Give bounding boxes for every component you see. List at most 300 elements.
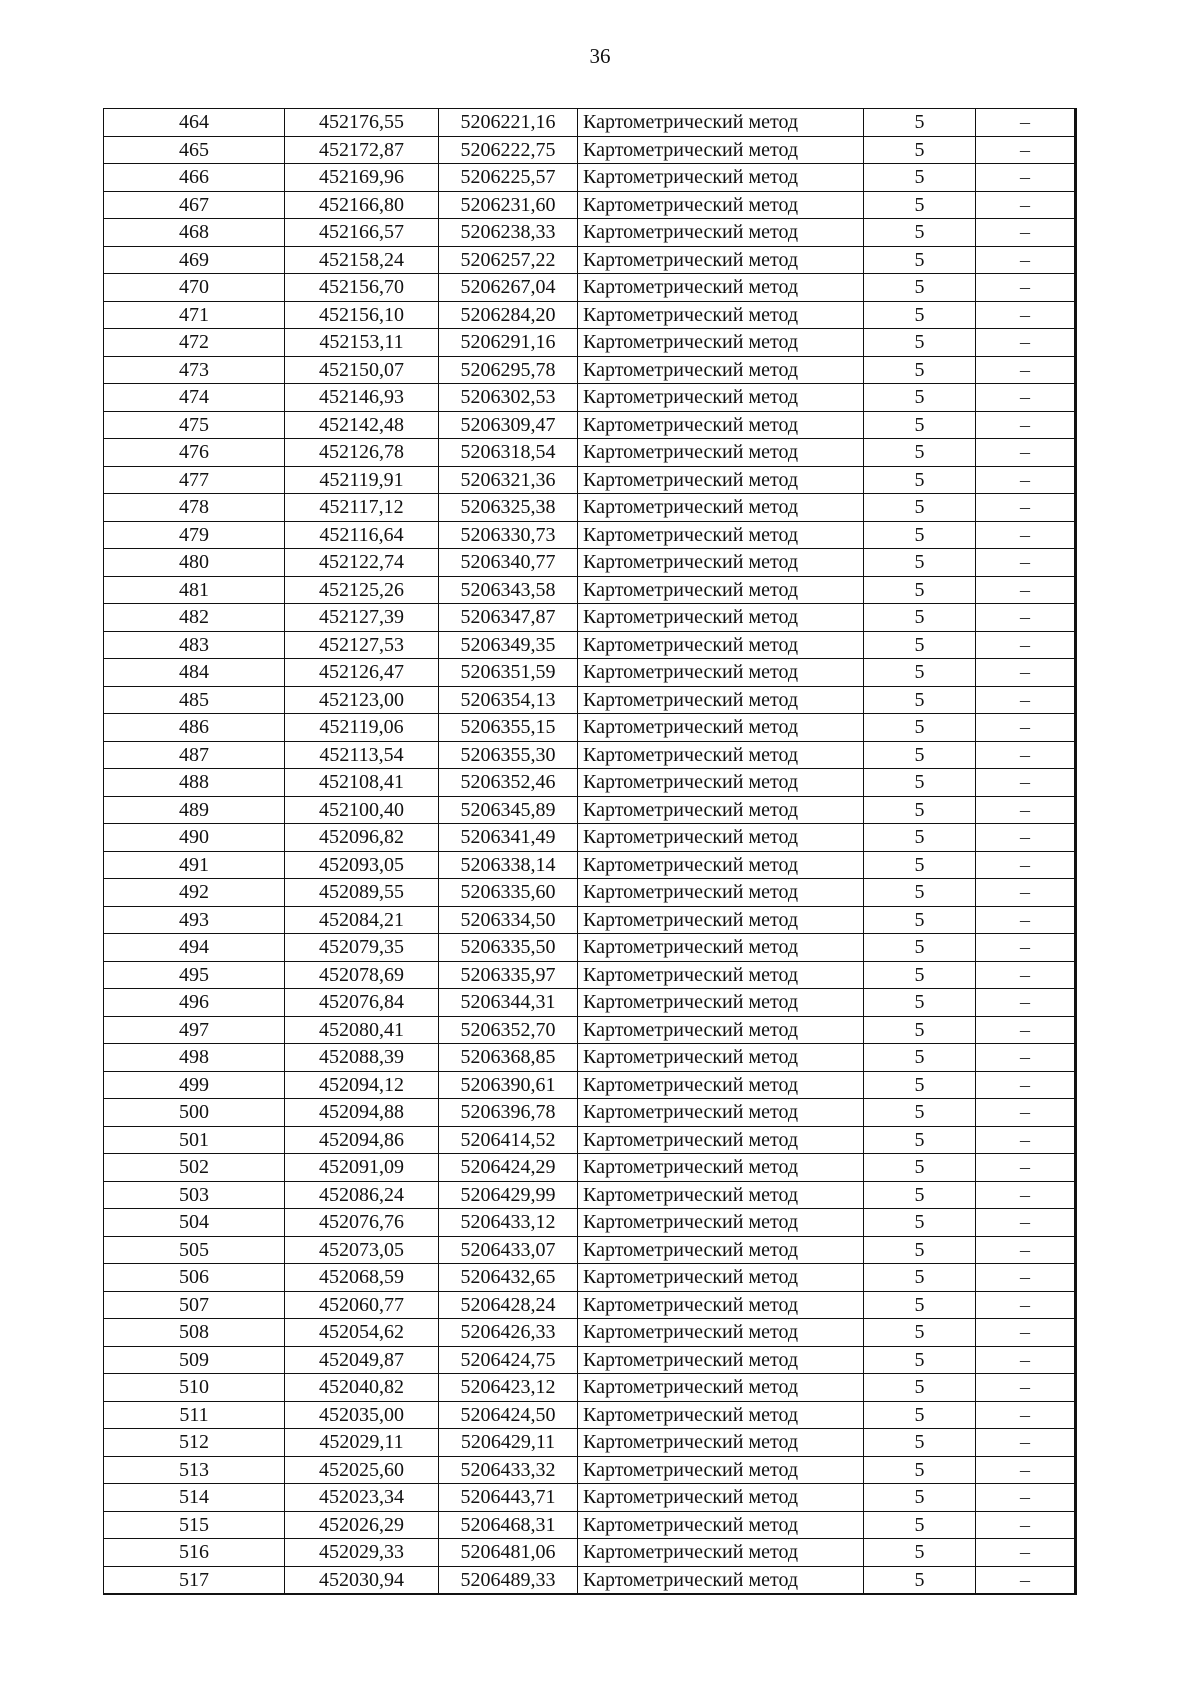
note-cell: – [976, 1566, 1076, 1594]
point-number-cell: 496 [104, 989, 285, 1017]
note-cell: – [976, 1181, 1076, 1209]
y-coordinate-cell: 5206433,07 [439, 1236, 578, 1264]
x-coordinate-cell: 452166,80 [285, 191, 439, 219]
accuracy-cell: 5 [864, 576, 976, 604]
point-number-cell: 481 [104, 576, 285, 604]
accuracy-cell: 5 [864, 1264, 976, 1292]
x-coordinate-cell: 452060,77 [285, 1291, 439, 1319]
table-row [104, 769, 1076, 797]
x-coordinate-cell: 452096,82 [285, 824, 439, 852]
method-cell: Картометрический метод [578, 1071, 864, 1099]
page-number: 36 [589, 44, 611, 68]
note-cell: – [976, 1429, 1076, 1457]
method-cell: Картометрический метод [578, 906, 864, 934]
table-row [104, 1154, 1076, 1182]
x-coordinate-cell: 452035,00 [285, 1401, 439, 1429]
note-cell: – [976, 494, 1076, 522]
note-cell: – [976, 796, 1076, 824]
x-coordinate-cell: 452073,05 [285, 1236, 439, 1264]
y-coordinate-cell: 5206295,78 [439, 356, 578, 384]
note-cell: – [976, 1401, 1076, 1429]
point-number-cell: 507 [104, 1291, 285, 1319]
y-coordinate-cell: 5206489,33 [439, 1566, 578, 1594]
method-cell: Картометрический метод [578, 1264, 864, 1292]
y-coordinate-cell: 5206349,35 [439, 631, 578, 659]
note-cell: – [976, 1099, 1076, 1127]
method-cell: Картометрический метод [578, 246, 864, 274]
point-number-cell: 478 [104, 494, 285, 522]
note-cell: – [976, 356, 1076, 384]
note-cell: – [976, 1539, 1076, 1567]
note-cell: – [976, 439, 1076, 467]
accuracy-cell: 5 [864, 384, 976, 412]
point-number-cell: 495 [104, 961, 285, 989]
method-cell: Картометрический метод [578, 1401, 864, 1429]
y-coordinate-cell: 5206347,87 [439, 604, 578, 632]
point-number-cell: 505 [104, 1236, 285, 1264]
method-cell: Картометрический метод [578, 1429, 864, 1457]
point-number-cell: 509 [104, 1346, 285, 1374]
point-number-cell: 484 [104, 659, 285, 687]
note-cell: – [976, 549, 1076, 577]
y-coordinate-cell: 5206424,29 [439, 1154, 578, 1182]
method-cell: Картометрический метод [578, 274, 864, 302]
point-number-cell: 491 [104, 851, 285, 879]
y-coordinate-cell: 5206238,33 [439, 219, 578, 247]
point-number-cell: 473 [104, 356, 285, 384]
x-coordinate-cell: 452127,53 [285, 631, 439, 659]
x-coordinate-cell: 452079,35 [285, 934, 439, 962]
method-cell: Картометрический метод [578, 659, 864, 687]
note-cell: – [976, 934, 1076, 962]
x-coordinate-cell: 452142,48 [285, 411, 439, 439]
method-cell: Картометрический метод [578, 686, 864, 714]
note-cell: – [976, 301, 1076, 329]
point-number-cell: 469 [104, 246, 285, 274]
y-coordinate-cell: 5206231,60 [439, 191, 578, 219]
y-coordinate-cell: 5206341,49 [439, 824, 578, 852]
method-cell: Картометрический метод [578, 384, 864, 412]
point-number-cell: 470 [104, 274, 285, 302]
accuracy-cell: 5 [864, 1401, 976, 1429]
x-coordinate-cell: 452156,10 [285, 301, 439, 329]
point-number-cell: 515 [104, 1511, 285, 1539]
accuracy-cell: 5 [864, 796, 976, 824]
point-number-cell: 508 [104, 1319, 285, 1347]
x-coordinate-cell: 452029,11 [285, 1429, 439, 1457]
table-row [104, 604, 1076, 632]
method-cell: Картометрический метод [578, 521, 864, 549]
point-number-cell: 511 [104, 1401, 285, 1429]
x-coordinate-cell: 452176,55 [285, 109, 439, 137]
point-number-cell: 485 [104, 686, 285, 714]
point-number-cell: 474 [104, 384, 285, 412]
table-row [104, 1511, 1076, 1539]
y-coordinate-cell: 5206345,89 [439, 796, 578, 824]
coordinates-table [103, 108, 1077, 1595]
method-cell: Картометрический метод [578, 439, 864, 467]
note-cell: – [976, 851, 1076, 879]
accuracy-cell: 5 [864, 686, 976, 714]
accuracy-cell: 5 [864, 1566, 976, 1594]
note-cell: – [976, 989, 1076, 1017]
note-cell: – [976, 1209, 1076, 1237]
x-coordinate-cell: 452122,74 [285, 549, 439, 577]
note-cell: – [976, 1346, 1076, 1374]
note-cell: – [976, 576, 1076, 604]
x-coordinate-cell: 452094,88 [285, 1099, 439, 1127]
method-cell: Картометрический метод [578, 1181, 864, 1209]
note-cell: – [976, 1264, 1076, 1292]
point-number-cell: 479 [104, 521, 285, 549]
note-cell: – [976, 1291, 1076, 1319]
y-coordinate-cell: 5206338,14 [439, 851, 578, 879]
table-row [104, 851, 1076, 879]
note-cell: – [976, 109, 1076, 137]
point-number-cell: 467 [104, 191, 285, 219]
note-cell: – [976, 384, 1076, 412]
point-number-cell: 486 [104, 714, 285, 742]
note-cell: – [976, 1044, 1076, 1072]
table-row [104, 1566, 1076, 1594]
note-cell: – [976, 961, 1076, 989]
note-cell: – [976, 164, 1076, 192]
y-coordinate-cell: 5206344,31 [439, 989, 578, 1017]
method-cell: Картометрический метод [578, 851, 864, 879]
table-row [104, 1126, 1076, 1154]
table-row [104, 659, 1076, 687]
table-row [104, 576, 1076, 604]
point-number-cell: 504 [104, 1209, 285, 1237]
y-coordinate-cell: 5206351,59 [439, 659, 578, 687]
y-coordinate-cell: 5206390,61 [439, 1071, 578, 1099]
note-cell: – [976, 686, 1076, 714]
point-number-cell: 512 [104, 1429, 285, 1457]
accuracy-cell: 5 [864, 1236, 976, 1264]
point-number-cell: 499 [104, 1071, 285, 1099]
note-cell: – [976, 631, 1076, 659]
x-coordinate-cell: 452169,96 [285, 164, 439, 192]
x-coordinate-cell: 452125,26 [285, 576, 439, 604]
point-number-cell: 500 [104, 1099, 285, 1127]
point-number-cell: 466 [104, 164, 285, 192]
method-cell: Картометрический метод [578, 714, 864, 742]
method-cell: Картометрический метод [578, 576, 864, 604]
accuracy-cell: 5 [864, 631, 976, 659]
y-coordinate-cell: 5206426,33 [439, 1319, 578, 1347]
y-coordinate-cell: 5206429,99 [439, 1181, 578, 1209]
accuracy-cell: 5 [864, 1209, 976, 1237]
table-row [104, 1456, 1076, 1484]
note-cell: – [976, 1511, 1076, 1539]
table-row [104, 906, 1076, 934]
method-cell: Картометрический метод [578, 109, 864, 137]
point-number-cell: 483 [104, 631, 285, 659]
x-coordinate-cell: 452100,40 [285, 796, 439, 824]
y-coordinate-cell: 5206433,32 [439, 1456, 578, 1484]
method-cell: Картометрический метод [578, 301, 864, 329]
table-row [104, 1236, 1076, 1264]
accuracy-cell: 5 [864, 961, 976, 989]
table-row [104, 879, 1076, 907]
x-coordinate-cell: 452150,07 [285, 356, 439, 384]
accuracy-cell: 5 [864, 219, 976, 247]
y-coordinate-cell: 5206267,04 [439, 274, 578, 302]
x-coordinate-cell: 452156,70 [285, 274, 439, 302]
x-coordinate-cell: 452088,39 [285, 1044, 439, 1072]
y-coordinate-cell: 5206428,24 [439, 1291, 578, 1319]
accuracy-cell: 5 [864, 439, 976, 467]
method-cell: Картометрический метод [578, 631, 864, 659]
method-cell: Картометрический метод [578, 1044, 864, 1072]
note-cell: – [976, 879, 1076, 907]
table-row [104, 1099, 1076, 1127]
table-row [104, 136, 1076, 164]
table-row [104, 1264, 1076, 1292]
table-row [104, 246, 1076, 274]
note-cell: – [976, 1319, 1076, 1347]
y-coordinate-cell: 5206221,16 [439, 109, 578, 137]
note-cell: – [976, 741, 1076, 769]
note-cell: – [976, 136, 1076, 164]
accuracy-cell: 5 [864, 989, 976, 1017]
accuracy-cell: 5 [864, 164, 976, 192]
x-coordinate-cell: 452146,93 [285, 384, 439, 412]
x-coordinate-cell: 452153,11 [285, 329, 439, 357]
accuracy-cell: 5 [864, 136, 976, 164]
accuracy-cell: 5 [864, 1319, 976, 1347]
method-cell: Картометрический метод [578, 1099, 864, 1127]
accuracy-cell: 5 [864, 1071, 976, 1099]
accuracy-cell: 5 [864, 906, 976, 934]
note-cell: – [976, 1374, 1076, 1402]
table-row [104, 1071, 1076, 1099]
x-coordinate-cell: 452126,47 [285, 659, 439, 687]
accuracy-cell: 5 [864, 714, 976, 742]
method-cell: Картометрический метод [578, 989, 864, 1017]
method-cell: Картометрический метод [578, 329, 864, 357]
accuracy-cell: 5 [864, 356, 976, 384]
table-row [104, 961, 1076, 989]
y-coordinate-cell: 5206284,20 [439, 301, 578, 329]
note-cell: – [976, 1016, 1076, 1044]
table-row [104, 301, 1076, 329]
accuracy-cell: 5 [864, 1154, 976, 1182]
y-coordinate-cell: 5206222,75 [439, 136, 578, 164]
method-cell: Картометрический метод [578, 1566, 864, 1594]
note-cell: – [976, 219, 1076, 247]
y-coordinate-cell: 5206423,12 [439, 1374, 578, 1402]
point-number-cell: 493 [104, 906, 285, 934]
table-row [104, 1539, 1076, 1567]
point-number-cell: 471 [104, 301, 285, 329]
table-row [104, 741, 1076, 769]
table-row [104, 411, 1076, 439]
method-cell: Картометрический метод [578, 1539, 864, 1567]
y-coordinate-cell: 5206257,22 [439, 246, 578, 274]
accuracy-cell: 5 [864, 1539, 976, 1567]
method-cell: Картометрический метод [578, 961, 864, 989]
accuracy-cell: 5 [864, 1346, 976, 1374]
x-coordinate-cell: 452093,05 [285, 851, 439, 879]
x-coordinate-cell: 452080,41 [285, 1016, 439, 1044]
y-coordinate-cell: 5206433,12 [439, 1209, 578, 1237]
accuracy-cell: 5 [864, 741, 976, 769]
method-cell: Картометрический метод [578, 1484, 864, 1512]
x-coordinate-cell: 452172,87 [285, 136, 439, 164]
y-coordinate-cell: 5206352,70 [439, 1016, 578, 1044]
table-row [104, 219, 1076, 247]
table-row [104, 796, 1076, 824]
point-number-cell: 477 [104, 466, 285, 494]
x-coordinate-cell: 452029,33 [285, 1539, 439, 1567]
method-cell: Картометрический метод [578, 1154, 864, 1182]
x-coordinate-cell: 452068,59 [285, 1264, 439, 1292]
method-cell: Картометрический метод [578, 219, 864, 247]
method-cell: Картометрический метод [578, 604, 864, 632]
method-cell: Картометрический метод [578, 769, 864, 797]
coordinates-table-body [104, 109, 1076, 1595]
table-row [104, 521, 1076, 549]
x-coordinate-cell: 452030,94 [285, 1566, 439, 1594]
point-number-cell: 503 [104, 1181, 285, 1209]
y-coordinate-cell: 5206424,50 [439, 1401, 578, 1429]
table-row [104, 549, 1076, 577]
x-coordinate-cell: 452025,60 [285, 1456, 439, 1484]
point-number-cell: 482 [104, 604, 285, 632]
point-number-cell: 475 [104, 411, 285, 439]
point-number-cell: 468 [104, 219, 285, 247]
method-cell: Картометрический метод [578, 164, 864, 192]
method-cell: Картометрический метод [578, 1456, 864, 1484]
method-cell: Картометрический метод [578, 411, 864, 439]
accuracy-cell: 5 [864, 824, 976, 852]
table-row [104, 109, 1076, 137]
y-coordinate-cell: 5206335,60 [439, 879, 578, 907]
x-coordinate-cell: 452054,62 [285, 1319, 439, 1347]
y-coordinate-cell: 5206321,36 [439, 466, 578, 494]
table-row [104, 1291, 1076, 1319]
x-coordinate-cell: 452127,39 [285, 604, 439, 632]
y-coordinate-cell: 5206355,30 [439, 741, 578, 769]
y-coordinate-cell: 5206335,97 [439, 961, 578, 989]
method-cell: Картометрический метод [578, 796, 864, 824]
accuracy-cell: 5 [864, 851, 976, 879]
point-number-cell: 494 [104, 934, 285, 962]
note-cell: – [976, 1154, 1076, 1182]
note-cell: – [976, 824, 1076, 852]
accuracy-cell: 5 [864, 1484, 976, 1512]
y-coordinate-cell: 5206429,11 [439, 1429, 578, 1457]
x-coordinate-cell: 452076,84 [285, 989, 439, 1017]
method-cell: Картометрический метод [578, 1319, 864, 1347]
table-row [104, 274, 1076, 302]
accuracy-cell: 5 [864, 549, 976, 577]
accuracy-cell: 5 [864, 934, 976, 962]
method-cell: Картометрический метод [578, 1126, 864, 1154]
y-coordinate-cell: 5206354,13 [439, 686, 578, 714]
note-cell: – [976, 1071, 1076, 1099]
table-row [104, 1044, 1076, 1072]
method-cell: Картометрический метод [578, 356, 864, 384]
y-coordinate-cell: 5206302,53 [439, 384, 578, 412]
y-coordinate-cell: 5206309,47 [439, 411, 578, 439]
table-row [104, 1484, 1076, 1512]
point-number-cell: 502 [104, 1154, 285, 1182]
table-row [104, 384, 1076, 412]
table-row [104, 989, 1076, 1017]
point-number-cell: 516 [104, 1539, 285, 1567]
point-number-cell: 488 [104, 769, 285, 797]
method-cell: Картометрический метод [578, 136, 864, 164]
x-coordinate-cell: 452086,24 [285, 1181, 439, 1209]
y-coordinate-cell: 5206355,15 [439, 714, 578, 742]
accuracy-cell: 5 [864, 659, 976, 687]
note-cell: – [976, 769, 1076, 797]
point-number-cell: 472 [104, 329, 285, 357]
accuracy-cell: 5 [864, 1456, 976, 1484]
point-number-cell: 498 [104, 1044, 285, 1072]
y-coordinate-cell: 5206330,73 [439, 521, 578, 549]
table-row [104, 1346, 1076, 1374]
table-row [104, 1401, 1076, 1429]
note-cell: – [976, 906, 1076, 934]
y-coordinate-cell: 5206443,71 [439, 1484, 578, 1512]
y-coordinate-cell: 5206225,57 [439, 164, 578, 192]
table-row [104, 714, 1076, 742]
accuracy-cell: 5 [864, 1429, 976, 1457]
y-coordinate-cell: 5206343,58 [439, 576, 578, 604]
method-cell: Картометрический метод [578, 549, 864, 577]
accuracy-cell: 5 [864, 1099, 976, 1127]
table-row [104, 1016, 1076, 1044]
y-coordinate-cell: 5206432,65 [439, 1264, 578, 1292]
y-coordinate-cell: 5206335,50 [439, 934, 578, 962]
method-cell: Картометрический метод [578, 741, 864, 769]
x-coordinate-cell: 452094,12 [285, 1071, 439, 1099]
x-coordinate-cell: 452040,82 [285, 1374, 439, 1402]
note-cell: – [976, 1236, 1076, 1264]
table-row [104, 439, 1076, 467]
point-number-cell: 480 [104, 549, 285, 577]
method-cell: Картометрический метод [578, 934, 864, 962]
method-cell: Картометрический метод [578, 1511, 864, 1539]
x-coordinate-cell: 452076,76 [285, 1209, 439, 1237]
accuracy-cell: 5 [864, 879, 976, 907]
y-coordinate-cell: 5206414,52 [439, 1126, 578, 1154]
accuracy-cell: 5 [864, 494, 976, 522]
x-coordinate-cell: 452049,87 [285, 1346, 439, 1374]
x-coordinate-cell: 452123,00 [285, 686, 439, 714]
point-number-cell: 510 [104, 1374, 285, 1402]
note-cell: – [976, 1126, 1076, 1154]
method-cell: Картометрический метод [578, 1209, 864, 1237]
x-coordinate-cell: 452119,06 [285, 714, 439, 742]
point-number-cell: 490 [104, 824, 285, 852]
method-cell: Картометрический метод [578, 191, 864, 219]
point-number-cell: 513 [104, 1456, 285, 1484]
point-number-cell: 514 [104, 1484, 285, 1512]
table-row [104, 1181, 1076, 1209]
table-row [104, 934, 1076, 962]
x-coordinate-cell: 452158,24 [285, 246, 439, 274]
accuracy-cell: 5 [864, 301, 976, 329]
note-cell: – [976, 329, 1076, 357]
x-coordinate-cell: 452078,69 [285, 961, 439, 989]
accuracy-cell: 5 [864, 411, 976, 439]
x-coordinate-cell: 452126,78 [285, 439, 439, 467]
method-cell: Картометрический метод [578, 494, 864, 522]
